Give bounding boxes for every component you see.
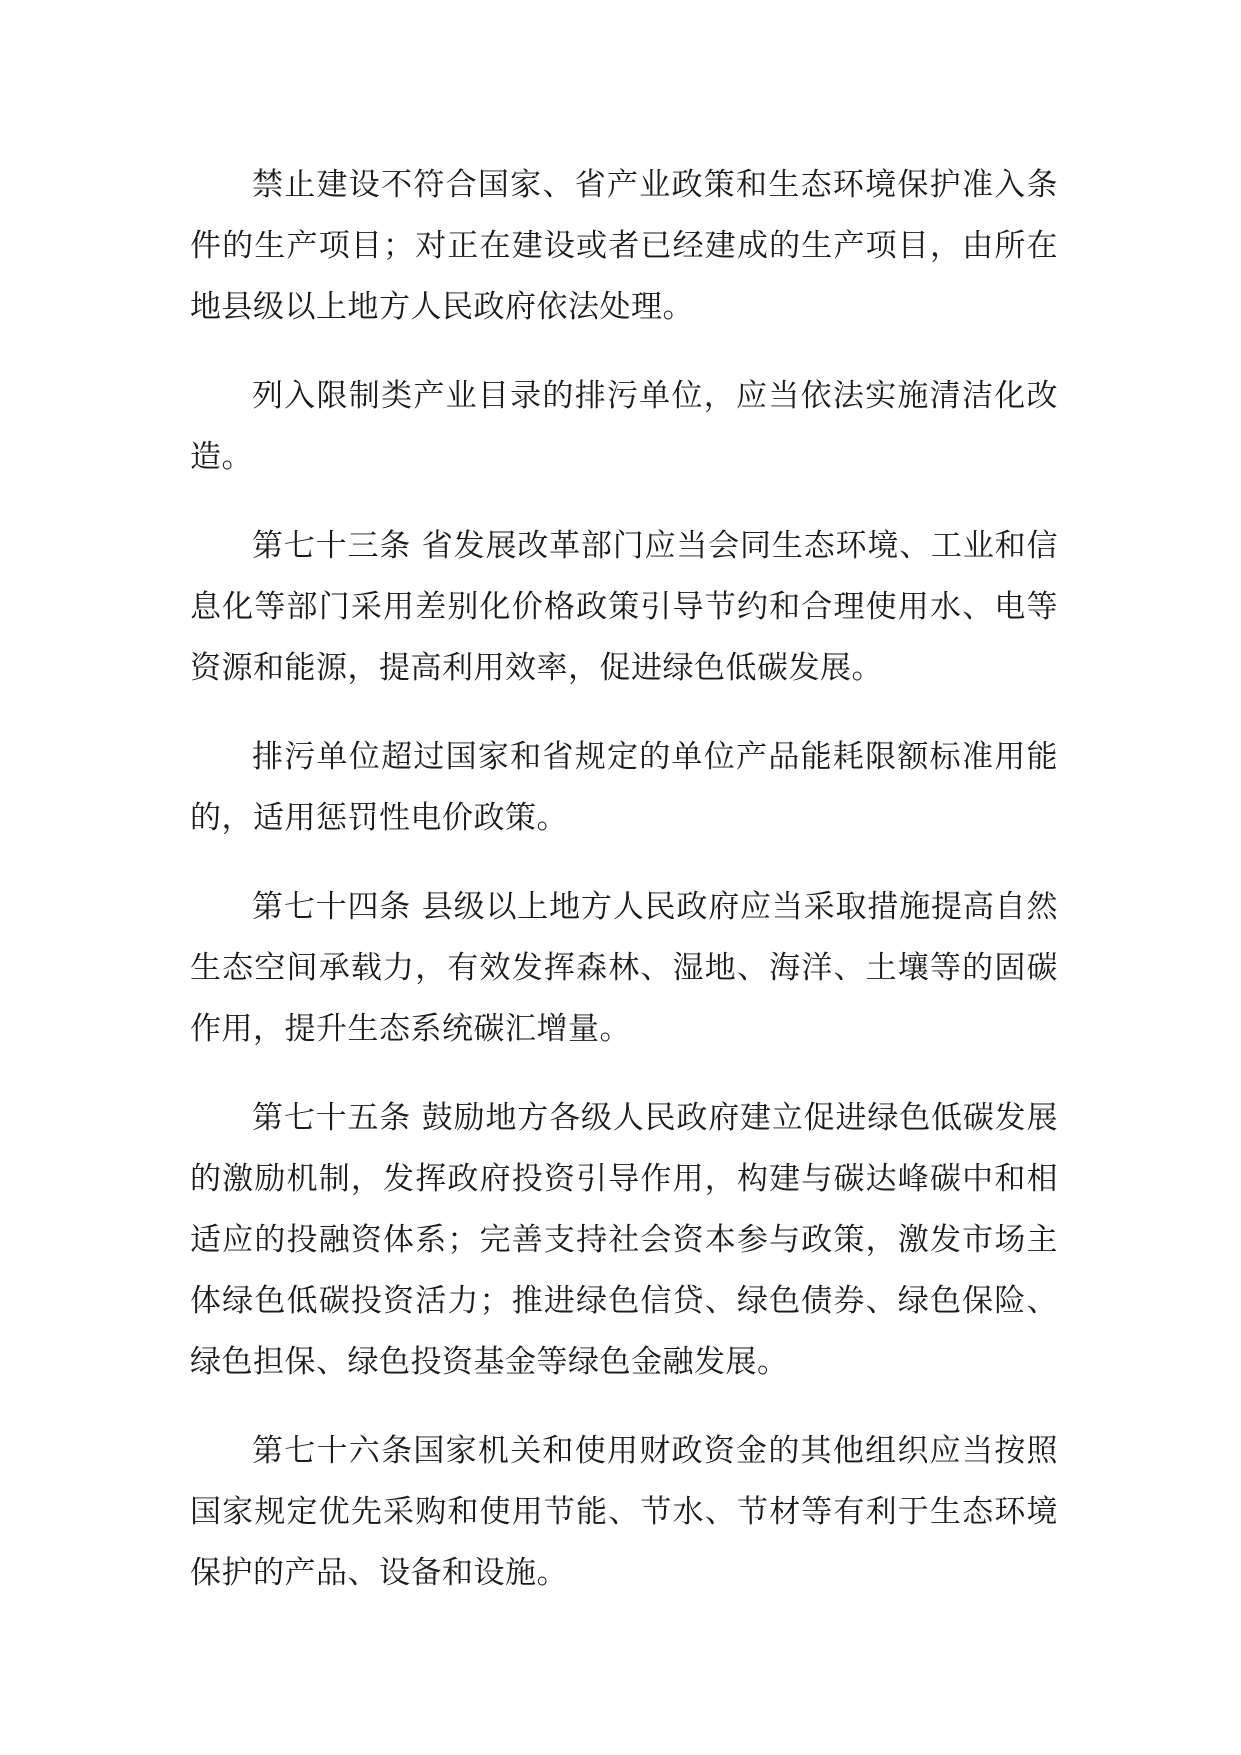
paragraph-article-73: 第七十三条 省发展改革部门应当会同生态环境、工业和信息化等部门采用差别化价格政策引导节约和合理使用水、电等资源和能源，提高利用效率，促进绿色低碳发展。 <box>190 528 1058 686</box>
paragraph-article-75: 第七十五条 鼓励地方各级人民政府建立促进绿色低碳发展的激励机制，发挥政府投资引导作用，构建与碳达峰碳中和相适应的投融资体系；完善支持社会资本参与政策，激发市场主体绿色低碳投资活力；推进绿色信贷、绿色债券、绿色保险、绿色担保、绿色投资基金等绿色金融发展。 <box>190 1100 1058 1380</box>
paragraph-prohibit-construction: 禁止建设不符合国家、省产业政策和生态环境保护准入条件的生产项目；对正在建设或者已经建成的生产项目，由所在地县级以上地方人民政府依法处理。 <box>190 167 1058 325</box>
paragraph-restricted-industry: 列入限制类产业目录的排污单位，应当依法实施清洁化改造。 <box>190 378 1058 475</box>
paragraph-article-76: 第七十六条国家机关和使用财政资金的其他组织应当按照国家规定优先采购和使用节能、节水、节材等有利于生态环境保护的产品、设备和设施。 <box>190 1433 1058 1591</box>
paragraph-punitive-pricing: 排污单位超过国家和省规定的单位产品能耗限额标准用能的，适用惩罚性电价政策。 <box>190 739 1058 836</box>
document-body <box>190 155 1058 1632</box>
paragraph-article-74: 第七十四条 县级以上地方人民政府应当采取措施提高自然生态空间承载力，有效发挥森林、湿地、海洋、土壤等的固碳作用，提升生态系统碳汇增量。 <box>190 889 1058 1047</box>
